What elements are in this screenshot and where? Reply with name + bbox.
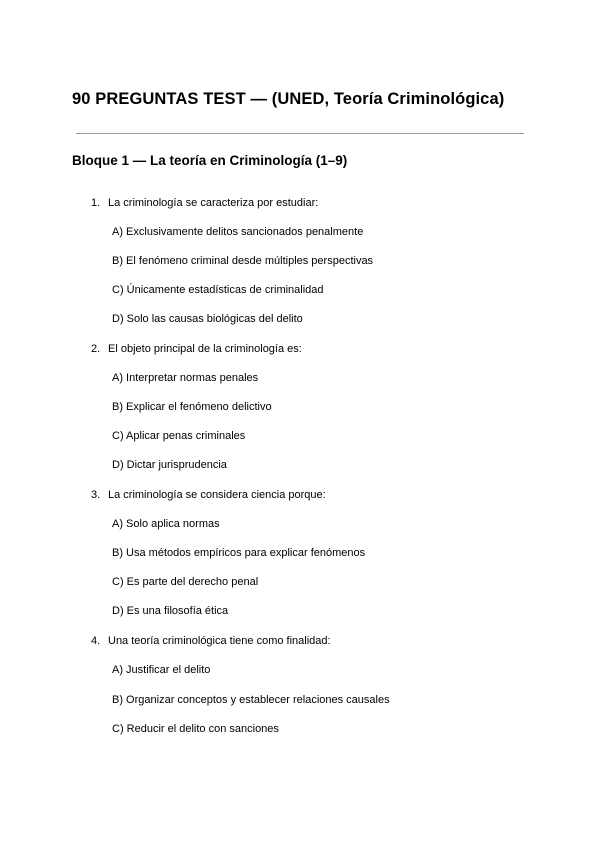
option-3d: D) Es una filosofía ética: [112, 605, 229, 617]
question-text: La criminología se considera ciencia porque:: [108, 489, 326, 501]
option-2c: C) Aplicar penas criminales: [112, 430, 246, 442]
option-1c: C) Únicamente estadísticas de criminalidad: [112, 284, 324, 296]
option-1d: D) Solo las causas biológicas del delito: [112, 313, 303, 325]
option-4a: A) Justificar el delito: [112, 664, 211, 676]
option-2a: A) Interpretar normas penales: [112, 372, 259, 384]
option-1b: B) El fenómeno criminal desde múltiples perspectivas: [112, 255, 374, 267]
question-3: [91, 488, 326, 502]
question-1: [91, 196, 318, 210]
option-4b: B) Organizar conceptos y establecer relaciones causales: [112, 694, 390, 706]
question-number: 1.: [91, 197, 101, 209]
option-1a: A) Exclusivamente delitos sancionados penalmente: [112, 226, 364, 238]
horizontal-divider: [76, 133, 524, 134]
option-3a: A) Solo aplica normas: [112, 518, 220, 530]
option-3b: B) Usa métodos empíricos para explicar fenómenos: [112, 547, 366, 559]
question-text: Una teoría criminológica tiene como finalidad:: [108, 635, 331, 647]
option-2d: D) Dictar jurisprudencia: [112, 459, 227, 471]
question-number: 4.: [91, 635, 101, 647]
question-4: [91, 634, 331, 648]
question-number: 3.: [91, 489, 101, 501]
option-2b: B) Explicar el fenómeno delictivo: [112, 401, 272, 413]
question-2: [91, 342, 302, 356]
question-text: El objeto principal de la criminología es:: [108, 343, 302, 355]
question-text: La criminología se caracteriza por estudiar:: [108, 197, 319, 209]
question-number: 2.: [91, 343, 101, 355]
document-title: 90 PREGUNTAS TEST — (UNED, Teoría Criminológica): [72, 90, 505, 108]
block-heading: Bloque 1 — La teoría en Criminología (1–9): [72, 153, 348, 168]
option-3c: C) Es parte del derecho penal: [112, 576, 259, 588]
option-4c: C) Reducir el delito con sanciones: [112, 723, 279, 735]
